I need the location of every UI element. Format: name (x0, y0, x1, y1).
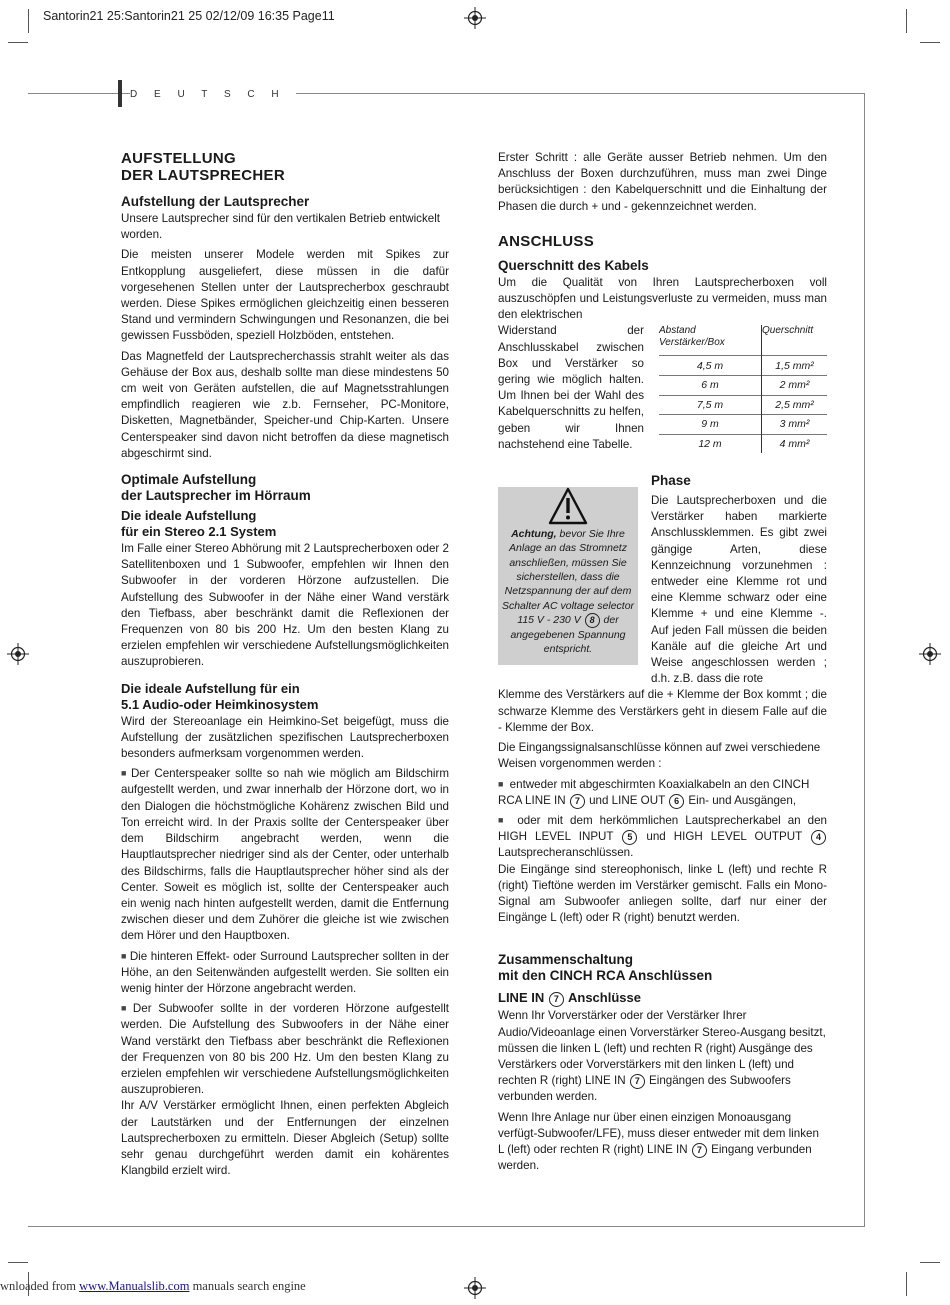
section-title-placement: AUFSTELLUNG DER LAUTSPRECHER (121, 150, 285, 184)
table-row: 4,5 m 1,5 mm² (659, 356, 827, 376)
phase-column (651, 473, 827, 687)
paragraph-cable-intro: Um die Qualität von Ihren Lautsprecherboxen voll auszuschöpfen und Leistungsverluste zu vermeiden, muss man den elektrischen (498, 275, 827, 322)
ref-number-7: 7 (549, 992, 564, 1007)
warning-box: Achtung, bevor Sie Ihre Anlage an das Stromnetz anschließen, müssen Sie sicherstellen, dass die Netzspannung der auf dem Schalter AC voltage selector 115 V - 230 V 8 der angegebenen Spannung entspricht. (498, 487, 638, 665)
paragraph-cable-resistance: Widerstand der Anschlusskabel zwischen Box und Verstärker so gering wie möglich halten. Um Ihnen bei der Wahl des Kabelquerschnitts zu helfen, geben wir Ihnen nachstehend eine Tabelle. (498, 324, 644, 451)
paragraph-stereo-inputs: Die Eingänge sind stereophonisch, linke L (left) und rechte R (right) Tieftöne werden im Verstärker gemischt. Falls ein Mono-Signal am Subwoofer anliegen sollte, darf nur einer der Eingänge L (left) oder R (right) benutzt werden. (498, 862, 827, 925)
bullet-coaxial: ■ entweder mit abgeschirmten Koaxialkabeln an den CINCH RCA LINE IN 7 und LINE OUT 6 Ein- und Ausgängen, (498, 777, 827, 809)
registration-mark-bottom-icon (464, 1277, 486, 1299)
registration-mark-top-icon (464, 7, 486, 29)
table-row: 7,5 m 2,5 mm² (659, 395, 827, 415)
crop-mark-bottom-left-h (8, 1262, 28, 1263)
table-row: 12 m 4 mm² (659, 434, 827, 453)
heading-line-in: LINE IN 7 Anschlüsse (498, 990, 641, 1006)
paragraph-first-step: Erster Schritt : alle Geräte ausser Betrieb nehmen. Um den Anschluss der Boxen durchzuführen, muss man zwei Dinge berücksichtigen : den Kabelquerschnitt und die Einhaltung der Phasen die durch + und - gekennzeichnet werden. (498, 151, 827, 213)
cable-block (498, 323, 827, 453)
frame-bottom-rule (28, 1226, 865, 1227)
right-column (498, 150, 827, 1178)
paragraph-stereo-21: Im Falle einer Stereo Abhörung mit 2 Lautsprecherboxen oder 2 Satellitenboxen und 1 Subwoofer, empfehlen wir Ihnen den Subwoofer in der vorderen Hörzone aufzustellen. Die Aufstellung des Subwoofer in der Nähe einer Wand verstärk den Tiefbass, aber beschränkt damit die Reflexionen der Frequenzen von 80 bis 200 Hz. Um den besten Klang zu erzielen empfehlen wir verschiedene Aufstellungsmöglichkeiten auszuprobieren. (121, 542, 449, 669)
table-header-section: Querschnitt (762, 325, 814, 337)
ref-number-7: 7 (692, 1143, 707, 1158)
cable-section-table (659, 325, 827, 453)
table-header-distance: Abstand Verstärker/Box (659, 325, 762, 356)
warning-phase-block (498, 473, 827, 687)
registration-mark-left-icon (7, 643, 29, 665)
warning-lead: Achtung, (511, 528, 557, 541)
paragraph-phase-terminals: Die Lautsprecherboxen und die Verstärker haben markierte Anschlussklemmen. Es gibt zwei gängige Arten, diese Kennzeichnung vorzunehmen : entweder eine Klemme rot und eine Klemme schwarz oder eine Klemme + und eine Klemme -. Auf jeden Fall müssen die beiden Kanäle auf die gleiche Art und Weise angeschlossen werden ; d.h. z.B. dass die rote (651, 494, 827, 686)
paragraph-vertical-use: Unsere Lautsprecher sind für den vertikalen Betrieb entwickelt worden. (121, 212, 440, 242)
paragraph-spikes: Die meisten unserer Modele werden mit Spikes zur Entkopplung ausgeliefert, diese müssen in die dafür vorgesehenen Stellen unter der Lautsprecherbox geschraubt werden. Diese Spikes ermöglichen gleichzeitig einen besseren Stand und vermindern Schwingungen und Resonanzen, die bei gewissen Fussböden, speziell Holzböden, entstehen. (121, 248, 449, 343)
ref-number-4: 4 (811, 830, 826, 845)
manualslib-link[interactable]: www.Manualslib.com (79, 1279, 190, 1293)
table-row: 6 m 2 mm² (659, 375, 827, 395)
frame-right-rule (864, 93, 865, 1226)
crop-mark-top-right-v (906, 9, 907, 33)
bullet-subwoofer: ■ Der Subwoofer sollte in der vorderen Hörzone aufgestellt werden. Die Aufstellung des Subwoofers in der Nähe einer Wand verstärkt den Tiefbass aber beschränkt die Reflexionen der Frequenzen von 80 bis 200 Hz. Um den besten Klang zu erzielen empfehlen wir verschiedene Aufstellungsmöglichkeiten auszuprobieren. (121, 1001, 449, 1098)
paragraph-line-in-mono: Wenn Ihre Anlage nur über einen einzigen Monoausgang verfügt-Subwoofer/LFE), muss dieser entweder mit dem linken L (left) oder rechten R (right) LINE IN 7 Eingang verbunden werden. (498, 1110, 819, 1173)
spacer (498, 930, 827, 952)
table-row: 9 m 3 mm² (659, 415, 827, 435)
bullet-speaker-cable: ■ oder mit dem herkömmlichen Lautsprecherkabel an den HIGH LEVEL INPUT 5 und HIGH LEVEL OUTPUT 4 Lautsprecheranschlüssen. (498, 813, 827, 862)
heading-stereo-21: Die ideale Aufstellung für ein Stereo 2.1 System (121, 508, 277, 540)
heading-placement: Aufstellung der Lautsprecher (121, 194, 310, 209)
heading-optimal-placement: Optimale Aufstellung der Lautsprecher im Hörraum (121, 472, 311, 504)
language-label: D E U T S C H (130, 89, 296, 100)
paragraph-input-options: Die Eingangssignalsanschlüsse können auf zwei verschiedene Weisen vorgenommen werden : (498, 741, 821, 771)
bullet-surround: ■ Die hinteren Effekt- oder Surround Lautsprecher sollten in der Höhe, an den Seitenwänden aufgestellt werden. Sie sollten ein wenig hinter der Hörzone angebracht werden. (121, 949, 449, 998)
left-column (121, 150, 449, 1183)
heading-cable-section: Querschnitt des Kabels (498, 257, 649, 273)
ref-number-6: 6 (669, 794, 684, 809)
heading-phase: Phase (651, 473, 691, 489)
paragraph-phase-continued: Klemme des Verstärkers auf die + Klemme der Box kommt ; die schwarze Klemme des Verstärkers geht in diesem Falle auf die - Klemme der Box. (498, 688, 827, 734)
paragraph-magnetic-field: Das Magnetfeld der Lautsprecherchassis strahlt weiter als das Gehäuse der Box aus, deshalb sollte man diese mindestens 50 cm weit von Geräten aufstellen, die auf Magnetsstrahlungen empfindlich reagieren wie z.b. Fernseher, PC-Monitore, Disketten, Magnetbänder, Speicher-und Chip-Karten. Unsere Centerspeaker sind davon nicht betroffen da diese magnetisch abgeschirmt sind. (121, 349, 449, 460)
paragraph-av-amplifier: Ihr A/V Verstärker ermöglicht Ihnen, einen perfekten Abgleich der Lautstärken und der Entfernungen der einzelnen Lautsprecherboxen zu ermitteln. Dieser Abgleich (Setup) sollte sehr genau durchgeführt werden damit ein kohärentes Klangbild erzielt wird. (121, 1099, 449, 1178)
bullet-centerspeaker: ■ Der Centerspeaker sollte so nah wie möglich am Bildschirm aufgestellt werden, und zwar innerhalb der Hörzone dort, wo in den Dialogen die höchstmögliche Kohärenz zwischen Bild und Ton erreicht wird. In der Praxis sollte der Centerspeaker über dem Bildschirm angebracht werden, wenn die Hauptlautsprecher niedriger sind als der Center, oder unterhalb des Bildschirms, falls die Hauptlautsprecher höher sind als der Center. Soweit es möglich ist, sollte der Centerspeaker auch ein wenig nach hinten aufgestellt werden, damit die Entfernung zwischen dieser und dem Zuhörer die gleiche ist wie zwischen dem Hörer und den Hauptboxen. (121, 766, 449, 944)
ref-number-5: 5 (622, 830, 637, 845)
crop-mark-top-right-h (920, 42, 940, 43)
crop-mark-top-left-h (8, 42, 28, 43)
crop-mark-bottom-right-h (920, 1262, 940, 1263)
ref-number-8: 8 (585, 613, 600, 628)
footer-download-note: wnloaded from www.Manualslib.com manuals search engine (0, 1279, 306, 1293)
heading-51-system: Die ideale Aufstellung für ein 5.1 Audio-oder Heimkinosystem (121, 680, 319, 712)
section-title-connection: ANSCHLUSS (498, 232, 595, 250)
heading-cinch-connection: Zusammenschaltung mit den CINCH RCA Anschlüssen (498, 952, 713, 984)
registration-mark-right-icon (919, 643, 941, 665)
language-marker-bar (118, 80, 122, 107)
crop-mark-top-left-v (28, 9, 29, 33)
ref-number-7: 7 (570, 794, 585, 809)
crop-mark-bottom-right-v (906, 1272, 907, 1296)
paragraph-51-intro: Wird der Stereoanlage ein Heimkino-Set beigefügt, muss die Aufstellung der zusätzlichen spezifischen Lautsprecherboxen besonders aufmerksam vorgenommen werden. (121, 714, 449, 761)
warning-triangle-icon (548, 487, 588, 525)
printer-slug: Santorin21 25:Santorin21 25 02/12/09 16:35 Page11 (43, 9, 335, 23)
paragraph-line-in-stereo: Wenn Ihr Vorverstärker oder der Verstärker Ihrer Audio/Videoanlage einen Vorverstärker Stereo-Ausgang besitzt, müssen die linken L (left) und rechten R (right) Ausgänge des Verstärkers oder Vorverstärkers mit den linken L (left) und rechten R (right) LINE IN 7 Eingängen des Subwoofers verbunden werden. (498, 1009, 826, 1104)
ref-number-7: 7 (630, 1074, 645, 1089)
